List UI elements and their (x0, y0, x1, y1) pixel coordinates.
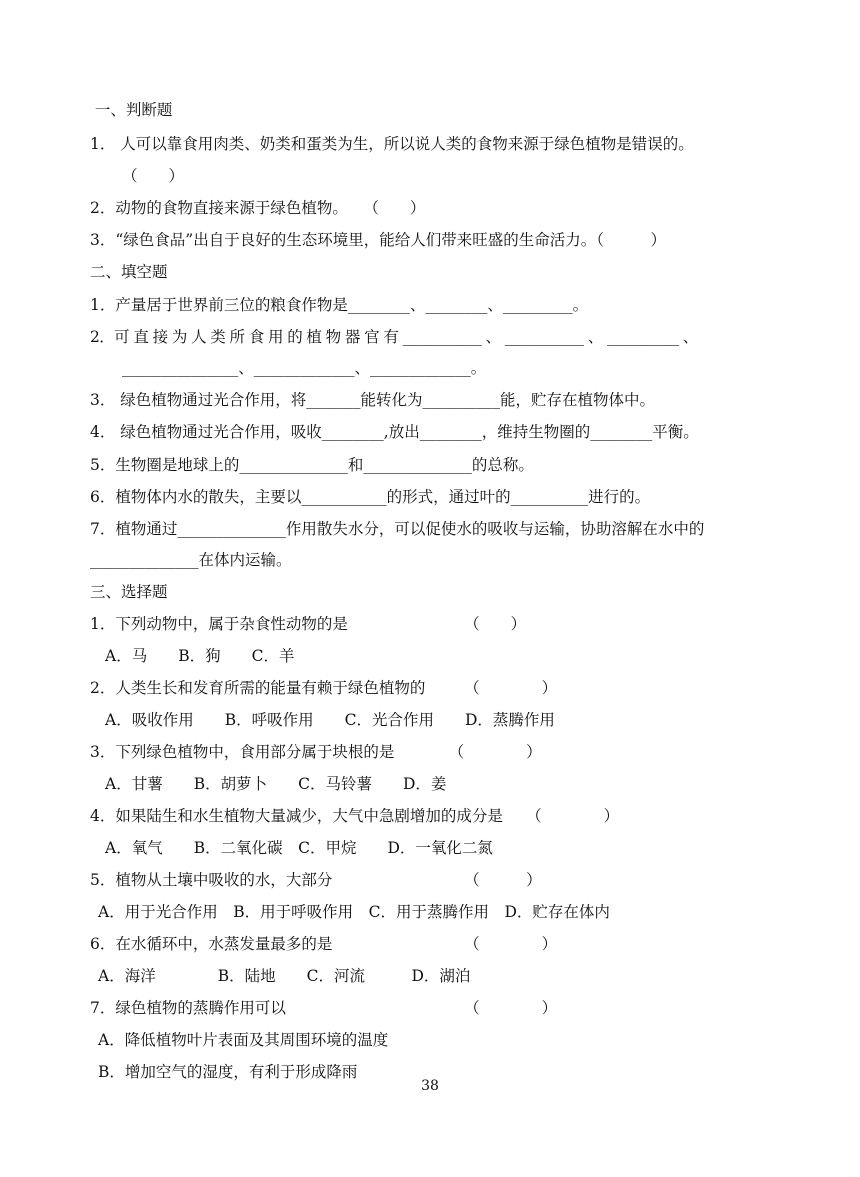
choice-options-2: A．吸收作用 B．呼吸作用 C．光合作用 D．蒸腾作用 (105, 711, 555, 729)
choice-option-7b: B．增加空气的湿度，有利于形成降雨 (98, 1063, 358, 1081)
fill-question-3: 3． 绿色植物通过光合作用，将_______能转化为__________能，贮存在植物体中。 (90, 391, 656, 409)
judgment-question-1: 1． 人可以靠食用肉类、奶类和蛋类为生，所以说人类的食物来源于绿色植物是错误的。 (90, 135, 694, 153)
choice-options-5: A．用于光合作用 B．用于呼吸作用 C．用于蒸腾作用 D．贮存在体内 (98, 903, 610, 921)
choice-options-6: A．海洋 B．陆地 C．河流 D．湖泊 (98, 967, 471, 985)
choice-question-3: 3．下列绿色植物中，食用部分属于块根的是 （ ） (90, 743, 542, 761)
choice-option-7a: A．降低植物叶片表面及其周围环境的温度 (98, 1031, 389, 1049)
choice-question-4: 4．如果陆生和水生植物大量减少，大气中急剧增加的成分是 （ ） (90, 807, 620, 825)
choice-options-4: A．氧气 B．二氧化碳 C．甲烷 D．一氧化二氮 (105, 839, 493, 857)
fill-question-5: 5．生物圈是地球上的______________和______________的总称。 (90, 456, 534, 474)
fill-question-7: 7．植物通过______________作用散失水分，可以促使水的吸收与运输，协助溶解在水中的 (90, 520, 705, 538)
choice-options-1: A．马 B．狗 C．羊 (105, 647, 295, 665)
fill-question-6: 6．植物体内水的散失，主要以___________的形式，通过叶的__________进行的。 (90, 488, 651, 506)
fill-question-1: 1．产量居于世界前三位的粮食作物是________、________、_________。 (90, 296, 589, 314)
choice-question-5: 5．植物从土壤中吸收的水，大部分 （ ） (90, 871, 542, 889)
page-number: 38 (421, 1078, 439, 1094)
judgment-question-3: 3．“绿色食品”出自于良好的生态环境里，能给人们带来旺盛的生命活力。（ ） (90, 231, 666, 249)
fill-question-4: 4． 绿色植物通过光合作用，吸收________,放出________，维持生物圈的________平衡。 (90, 423, 699, 441)
answer-bracket: （ ） (122, 167, 185, 185)
fill-question-2-cont: _______________、_____________、_____________。 (122, 359, 487, 377)
fill-question-2: 2．可 直 接 为 人 类 所 食 用 的 植 物 器 官 有 ___________ 、 ___________ 、 __________ 、 (90, 328, 698, 346)
choice-question-2: 2．人类生长和发育所需的能量有赖于绿色植物的 （ ） (90, 679, 558, 697)
choice-question-1: 1．下列动物中，属于杂食性动物的是 （ ） (90, 615, 527, 633)
judgment-question-2: 2．动物的食物直接来源于绿色植物。 （ ） (90, 199, 426, 217)
section-heading-choice: 三、选择题 (90, 583, 168, 601)
section-heading-judgment: 一、判断题 (90, 101, 173, 119)
section-heading-fill-in: 二、填空题 (90, 263, 168, 281)
choice-options-3: A．甘薯 B．胡萝卜 C．马铃薯 D．姜 (105, 775, 447, 793)
choice-question-6: 6．在水循环中，水蒸发量最多的是 （ ） (90, 935, 558, 953)
fill-question-7-cont: ______________在体内运输。 (90, 551, 292, 569)
choice-question-7: 7．绿色植物的蒸腾作用可以 （ ） (90, 999, 558, 1017)
